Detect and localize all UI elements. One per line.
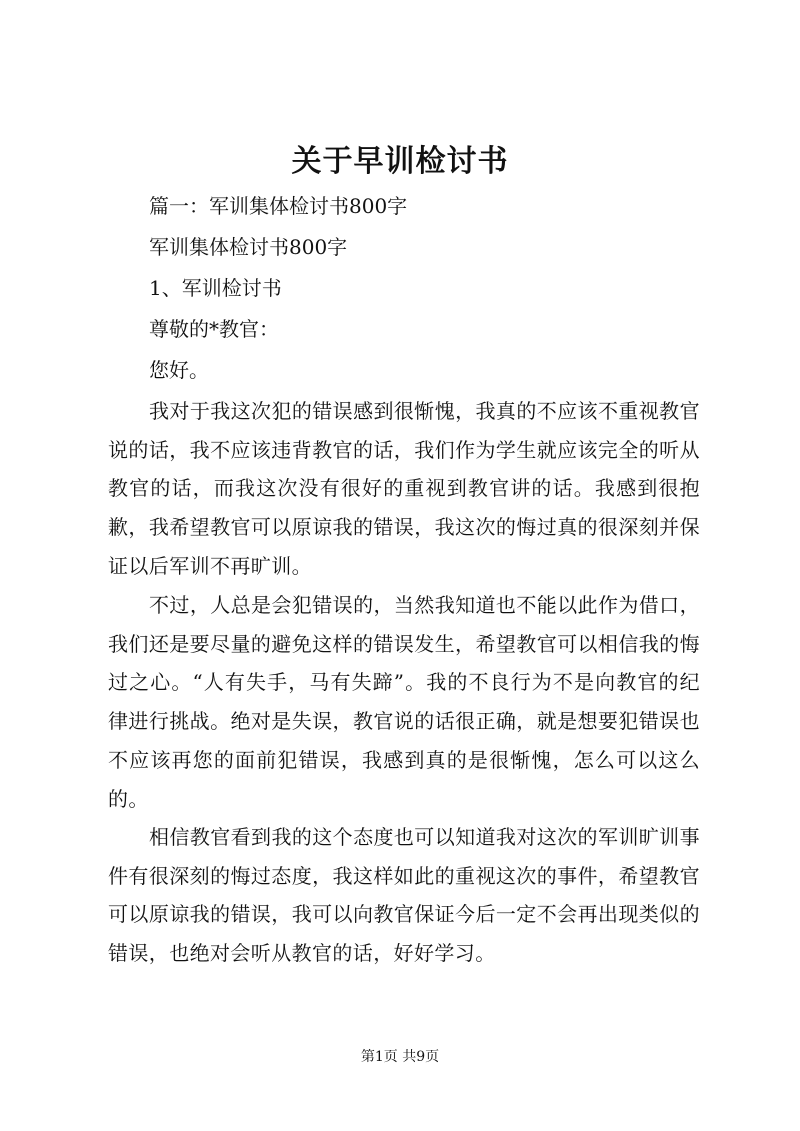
body-paragraph-3: 相信教官看到我的这个态度也可以知道我对这次的军训旷训事件有很深刻的悔过态度，我这样如此的重视这次的事件，希望教官可以原谅我的错误，我可以向教官保证今后一定不会再出现类似的错误，也绝对会听从教官的话，好好学习。 — [108, 825, 700, 966]
document-title: 关于早训检讨书 — [291, 144, 509, 179]
salutation: 尊敬的*教官： — [149, 317, 279, 341]
body-paragraph-2: 不过，人总是会犯错误的，当然我知道也不能以此作为借口，我们还是要尽量的避免这样的错误发生，希望教官可以相信我的悔过之心。“人有失手，马有失蹄”。我的不良行为不是向教官的纪律进行挑战。绝对是失误，教官说的话很正确，就是想要犯错误也不应该再您的面前犯错误，我感到真的是很惭愧，怎么可以这么的。 — [108, 593, 700, 811]
subtitle: 军训集体检讨书800字 — [149, 235, 348, 259]
greeting: 您好。 — [149, 358, 209, 382]
section-heading: 篇一：军训集体检讨书800字 — [149, 194, 408, 218]
page-footer: 第1页 共9页 — [360, 1049, 440, 1065]
item-heading: 1、军训检讨书 — [149, 276, 282, 300]
body-paragraph-1: 我对于我这次犯的错误感到很惭愧，我真的不应该不重视教官说的话，我不应该违背教官的话，我们作为学生就应该完全的听从教官的话，而我这次没有很好的重视到教官讲的话。我感到很抱歉，我希望教官可以原谅我的错误，我这次的悔过真的很深刻并保证以后军训不再旷训。 — [108, 399, 700, 578]
